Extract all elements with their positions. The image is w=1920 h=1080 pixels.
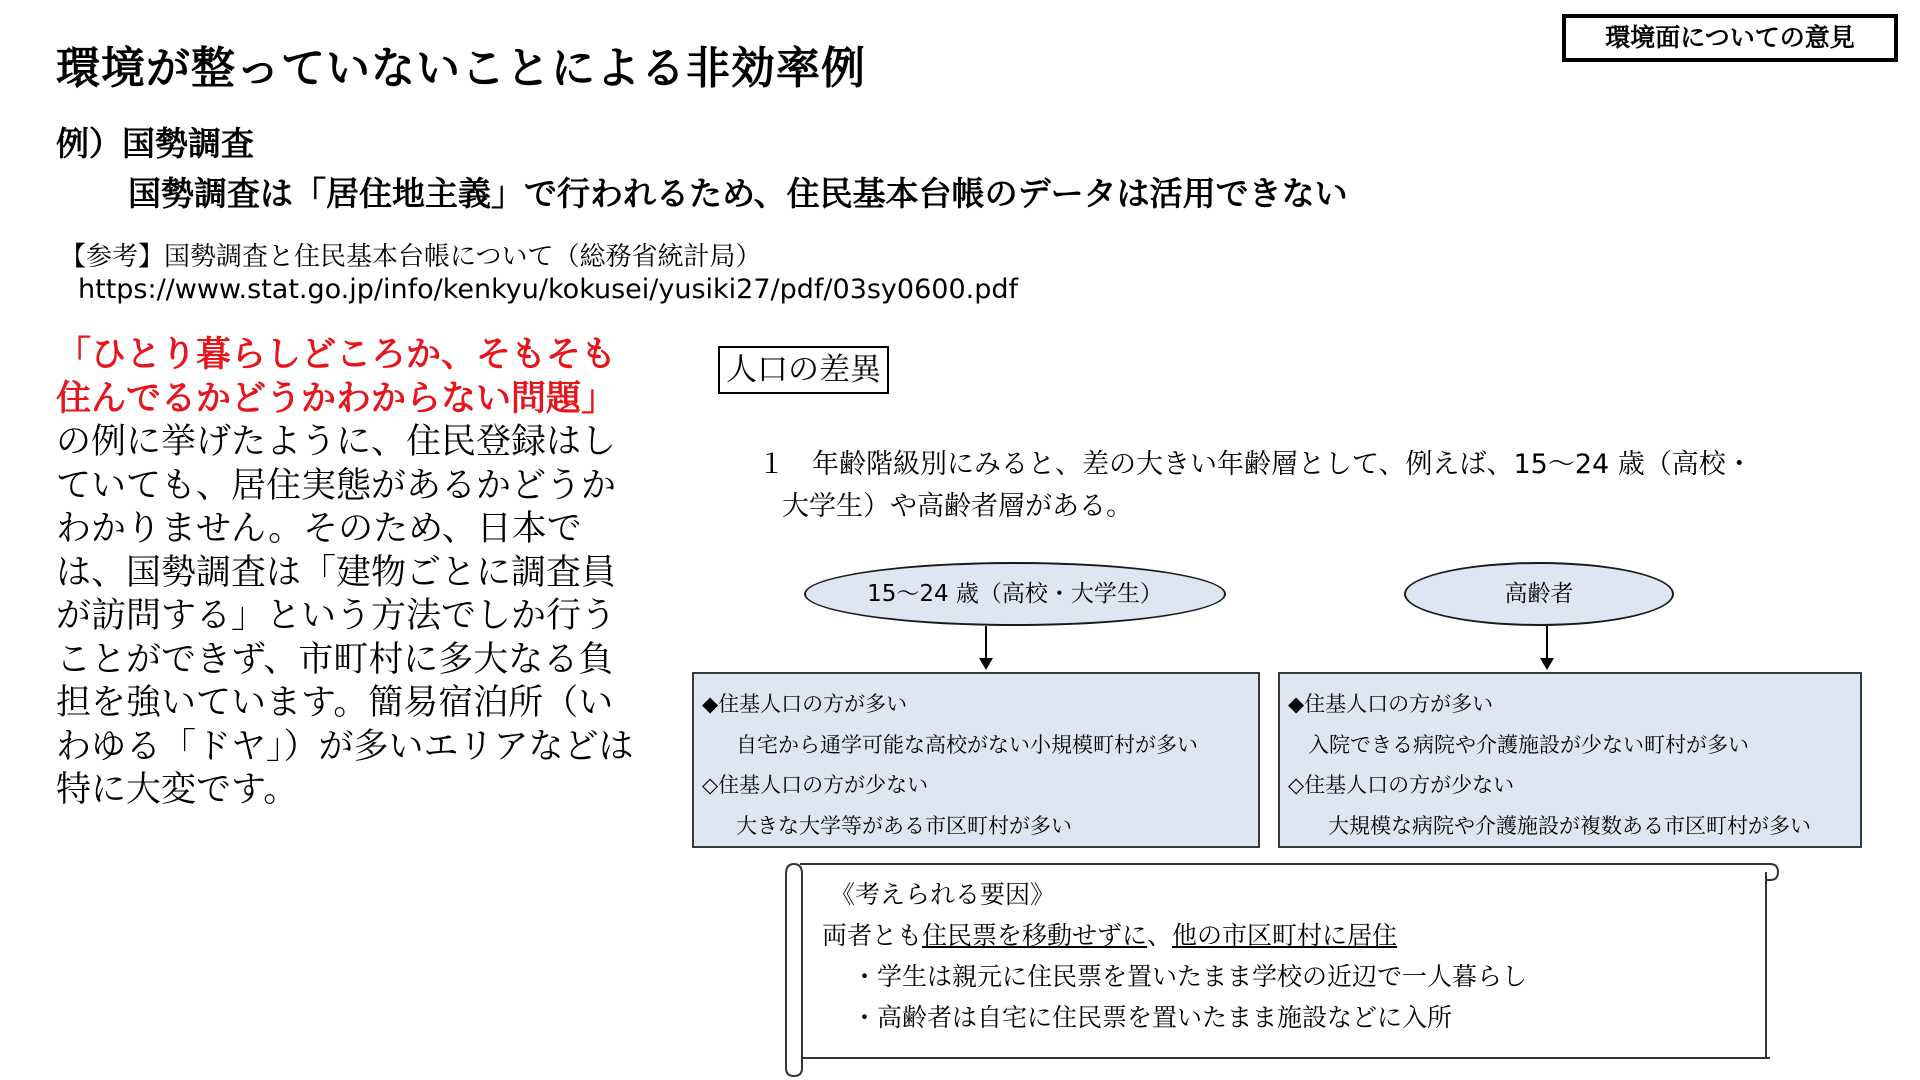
- box-elderly: [1278, 672, 1862, 848]
- factors-block: [822, 874, 1527, 1038]
- body-text: の例に挙げたように、住民登録はしていても、居住実態があるかどうかわかりません。そのため、日本では、国勢調査は「建物ごとに調査員が訪問する」という方法でしか行うことができず、市町村に多大なる負担を強いています。簡易宿泊所（いわゆる「ドヤ」）が多いエリアなどは特に大変です。: [56, 422, 634, 810]
- ellipse-students: 15～24 歳（高校・大学生）: [804, 562, 1226, 626]
- left-explanation: [56, 334, 646, 813]
- example-label: 例）国勢調査: [56, 124, 254, 163]
- students-line-3: ◇住基人口の方が少ない: [702, 773, 929, 797]
- students-line-1: ◆住基人口の方が多い: [702, 692, 908, 716]
- factors-title: 《考えられる要因》: [830, 880, 1056, 909]
- reference-url[interactable]: https://www.stat.go.jp/info/kenkyu/kokusei/yusiki27/pdf/03sy0600.pdf: [78, 274, 1018, 305]
- elderly-line-4: 大規模な病院や介護施設が複数ある市区町村が多い: [1328, 813, 1811, 838]
- reference-label: 【参考】国勢調査と住民基本台帳について（総務省統計局）: [60, 242, 762, 272]
- factors-bullet-1: ・学生は親元に住民票を置いたまま学校の近辺で一人暮らし: [852, 962, 1528, 991]
- box-students: [692, 672, 1260, 848]
- factors-line1-pre: 両者とも: [822, 921, 923, 950]
- ellipse-elderly: 高齢者: [1404, 562, 1674, 626]
- highlight-text: 「ひとり暮らしどころか、そもそも住んでるかどうかわからない問題」: [56, 335, 617, 419]
- factors-line1-underlined-2: 他の市区町村に居住: [1172, 921, 1398, 950]
- figure-desc-line1: １ 年齢階級別にみると、差の大きい年齢層として、例えば、15～24 歳（高校・: [758, 449, 1753, 480]
- example-description: 国勢調査は「居住地主義」で行われるため、住民基本台帳のデータは活用できない: [128, 174, 1348, 213]
- elderly-line-1: ◆住基人口の方が多い: [1288, 692, 1494, 716]
- elderly-line-3: ◇住基人口の方が少ない: [1288, 773, 1515, 797]
- factors-line1: [822, 915, 1527, 956]
- students-line-2: 自宅から通学可能な高校がない小規模町村が多い: [736, 732, 1198, 757]
- factors-line1-underlined-1: 住民票を移動せずに: [922, 921, 1148, 950]
- category-tag: 環境面についての意見: [1562, 14, 1898, 62]
- students-line-4: 大きな大学等がある市区町村が多い: [736, 813, 1072, 838]
- arrow-students-head: [979, 658, 993, 670]
- figure-desc-line2: 大学生）や高齢者層がある。: [782, 491, 1133, 522]
- arrow-elderly-head: [1540, 658, 1554, 670]
- page-title: 環境が整っていないことによる非効率例: [56, 43, 866, 94]
- elderly-line-2: 入院できる病院や介護施設が少ない町村が多い: [1308, 732, 1749, 757]
- factors-bullet-2: ・高齢者は自宅に住民票を置いたまま施設などに入所: [852, 1003, 1453, 1032]
- factors-line1-mid: 、: [1147, 921, 1173, 950]
- figure-title: 人口の差異: [718, 346, 889, 394]
